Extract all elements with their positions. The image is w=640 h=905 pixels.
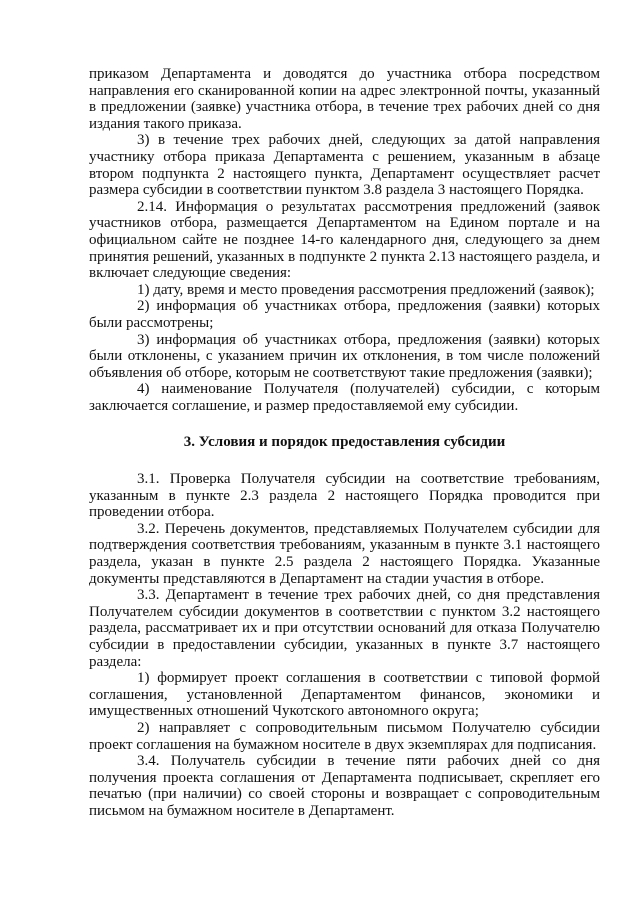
paragraph: 3.2. Перечень документов, представляемых Получателем субсидии для подтверждения соответствия требованиям, указанным в пункте 3.1 настоящего раздела, указан в пункте 2.5 раздела 2 настоящего Порядка. Указанные документы представляются в Департамент на стадии участия в отборе. <box>89 520 600 587</box>
paragraph: 3) в течение трех рабочих дней, следующих за датой направления участнику отбора приказа Департамента с решением, указанным в абзаце втором подпункта 2 настоящего пункта, Департамент осуществляет расчет размера субсидии в соответствии пунктом 3.8 раздела 3 настоящего Порядка. <box>89 132 600 199</box>
list-item: 2) направляет с сопроводительным письмом Получателю субсидии проект соглашения на бумажном носителе в двух экземплярах для подписания. <box>89 719 600 753</box>
paragraph: приказом Департамента и доводятся до участника отбора посредством направления его сканированной копии на адрес электронной почты, указанный в предложении (заявке) участника отбора, в течение трех рабочих дней со дня издания такого приказа. <box>89 66 600 132</box>
paragraph: 2.14. Информация о результатах рассмотрения предложений (заявок участников отбора, размещается Департаментом на Едином портале и на официальном сайте не позднее 14-го календарного дня, следующего за днем принятия решений, указанных в подпункте 2 пункта 2.13 настоящего раздела, и включает следующие сведения: <box>89 198 600 282</box>
list-item: 4) наименование Получателя (получателей) субсидии, с которым заключается соглашение, и размер предоставляемой ему субсидии. <box>89 381 600 414</box>
list-item: 1) дату, время и место проведения рассмотрения предложений (заявок); <box>137 281 595 298</box>
list-item: 3) информация об участниках отбора, предложения (заявки) которых были отклонены, с указанием причин их отклонения, в том числе положений объявления об отборе, которым не соответствуют такие предложения (заявки); <box>89 331 600 381</box>
list-item: 1) формирует проект соглашения в соответствии с типовой формой соглашения, установленной Департаментом финансов, экономики и имущественных отношений Чукотского автономного округа; <box>89 670 600 720</box>
list-item: 2) информация об участниках отбора, предложения (заявки) которых были рассмотрены; <box>89 298 600 331</box>
paragraph: 3.1. Проверка Получателя субсидии на соответствие требованиям, указанным в пункте 2.3 раздела 2 настоящего Порядка проводится при проведении отбора. <box>89 471 600 521</box>
paragraph: 3.4. Получатель субсидии в течение пяти рабочих дней со дня получения проекта соглашения от Департамента подписывает, скрепляет его печатью (при наличии) со своей стороны и возвращает с сопроводительным письмом на бумажном носителе в Департамент. <box>89 753 600 819</box>
paragraph: 3.3. Департамент в течение трех рабочих дней, со дня представления Получателем субсидии документов в соответствии с пунктом 3.2 настоящего раздела, рассматривает их и при отсутствии оснований для отказа Получателю субсидии в предоставлении субсидии, указанных в пункте 3.7 настоящего раздела: <box>89 587 600 670</box>
section-heading: 3. Условия и порядок предоставления субсидии <box>183 434 506 451</box>
